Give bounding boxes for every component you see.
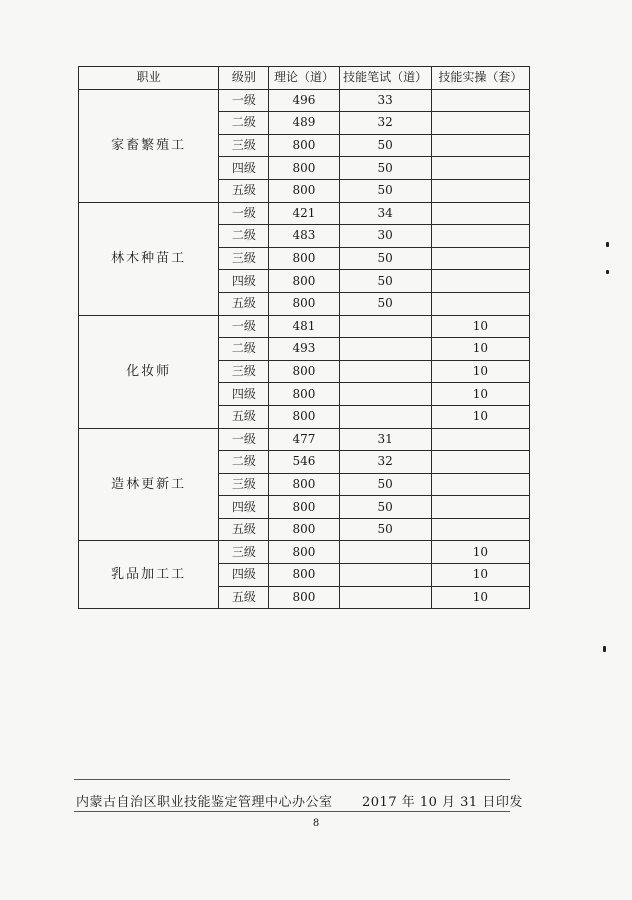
- skill-practical-cell: [431, 202, 529, 225]
- skill-written-cell: 50: [339, 179, 431, 202]
- level-cell: 三级: [219, 360, 269, 383]
- theory-cell: 800: [269, 292, 339, 315]
- skill-written-cell: [339, 541, 431, 564]
- skill-practical-cell: [431, 247, 529, 270]
- skill-written-cell: 50: [339, 292, 431, 315]
- skill-written-cell: 32: [339, 451, 431, 474]
- skill-practical-cell: [431, 112, 529, 135]
- skill-written-cell: 34: [339, 202, 431, 225]
- level-cell: 四级: [219, 383, 269, 406]
- theory-cell: 800: [269, 247, 339, 270]
- level-cell: 四级: [219, 157, 269, 180]
- level-cell: 三级: [219, 247, 269, 270]
- scan-speck: [606, 270, 609, 274]
- skill-practical-cell: [431, 451, 529, 474]
- skill-practical-cell: 10: [431, 383, 529, 406]
- table-row: [79, 428, 530, 451]
- skill-written-cell: [339, 315, 431, 338]
- occupation-cell: 乳品加工工: [79, 541, 219, 609]
- skill-practical-cell: [431, 157, 529, 180]
- skill-written-cell: [339, 586, 431, 609]
- skill-practical-cell: [431, 518, 529, 541]
- skill-practical-cell: [431, 270, 529, 293]
- skill-written-cell: 50: [339, 496, 431, 519]
- occupation-cell: 家畜繁殖工: [79, 89, 219, 202]
- skill-written-cell: 30: [339, 225, 431, 248]
- skill-written-cell: [339, 383, 431, 406]
- theory-cell: 800: [269, 134, 339, 157]
- theory-cell: 800: [269, 541, 339, 564]
- skill-written-cell: 50: [339, 157, 431, 180]
- level-cell: 二级: [219, 338, 269, 361]
- theory-cell: 489: [269, 112, 339, 135]
- level-cell: 五级: [219, 518, 269, 541]
- skill-practical-cell: [431, 428, 529, 451]
- skill-practical-cell: 10: [431, 541, 529, 564]
- table-row: [79, 202, 530, 225]
- exam-question-table: [78, 66, 530, 609]
- level-cell: 一级: [219, 202, 269, 225]
- level-cell: 一级: [219, 315, 269, 338]
- skill-written-cell: [339, 338, 431, 361]
- level-cell: 四级: [219, 270, 269, 293]
- skill-practical-cell: 10: [431, 315, 529, 338]
- theory-cell: 493: [269, 338, 339, 361]
- theory-cell: 800: [269, 270, 339, 293]
- header-skill-practical: 技能实操（套）: [431, 67, 529, 90]
- level-cell: 二级: [219, 112, 269, 135]
- footer-date: 2017 年 10 月 31 日印发: [362, 795, 523, 810]
- theory-cell: 496: [269, 89, 339, 112]
- skill-practical-cell: [431, 134, 529, 157]
- theory-cell: 800: [269, 518, 339, 541]
- skill-written-cell: [339, 360, 431, 383]
- theory-cell: 800: [269, 564, 339, 587]
- skill-practical-cell: 10: [431, 564, 529, 587]
- skill-practical-cell: [431, 292, 529, 315]
- theory-cell: 421: [269, 202, 339, 225]
- skill-written-cell: 50: [339, 247, 431, 270]
- table-body: [79, 89, 530, 609]
- theory-cell: 800: [269, 383, 339, 406]
- level-cell: 三级: [219, 134, 269, 157]
- header-level: 级别: [219, 67, 269, 90]
- skill-practical-cell: 10: [431, 586, 529, 609]
- theory-cell: 800: [269, 157, 339, 180]
- header-occupation: 职业: [79, 67, 219, 90]
- skill-practical-cell: 10: [431, 338, 529, 361]
- skill-written-cell: 33: [339, 89, 431, 112]
- level-cell: 五级: [219, 405, 269, 428]
- theory-cell: 800: [269, 496, 339, 519]
- table-header-row: [79, 67, 530, 90]
- theory-cell: 800: [269, 360, 339, 383]
- theory-cell: 800: [269, 586, 339, 609]
- level-cell: 四级: [219, 564, 269, 587]
- occupation-cell: 林木种苗工: [79, 202, 219, 315]
- skill-written-cell: 50: [339, 473, 431, 496]
- skill-practical-cell: 10: [431, 405, 529, 428]
- skill-practical-cell: 10: [431, 360, 529, 383]
- skill-written-cell: 50: [339, 518, 431, 541]
- theory-cell: 800: [269, 405, 339, 428]
- level-cell: 二级: [219, 451, 269, 474]
- theory-cell: 481: [269, 315, 339, 338]
- level-cell: 一级: [219, 89, 269, 112]
- page-number: 8: [312, 818, 320, 829]
- theory-cell: 546: [269, 451, 339, 474]
- skill-written-cell: 50: [339, 270, 431, 293]
- level-cell: 三级: [219, 473, 269, 496]
- table-row: [79, 89, 530, 112]
- level-cell: 五级: [219, 179, 269, 202]
- skill-written-cell: [339, 564, 431, 587]
- occupation-cell: 化妆师: [79, 315, 219, 428]
- level-cell: 五级: [219, 586, 269, 609]
- skill-written-cell: 31: [339, 428, 431, 451]
- skill-written-cell: 50: [339, 134, 431, 157]
- theory-cell: 800: [269, 473, 339, 496]
- skill-written-cell: [339, 405, 431, 428]
- skill-practical-cell: [431, 225, 529, 248]
- footer-bottom-rule: [74, 811, 510, 812]
- header-skill-written: 技能笔试（道）: [339, 67, 431, 90]
- level-cell: 三级: [219, 541, 269, 564]
- level-cell: 四级: [219, 496, 269, 519]
- theory-cell: 800: [269, 179, 339, 202]
- skill-practical-cell: [431, 496, 529, 519]
- scan-speck: [603, 646, 606, 652]
- table-row: [79, 315, 530, 338]
- level-cell: 一级: [219, 428, 269, 451]
- theory-cell: 483: [269, 225, 339, 248]
- skill-practical-cell: [431, 473, 529, 496]
- skill-written-cell: 32: [339, 112, 431, 135]
- occupation-cell: 造林更新工: [79, 428, 219, 541]
- level-cell: 五级: [219, 292, 269, 315]
- level-cell: 二级: [219, 225, 269, 248]
- skill-practical-cell: [431, 89, 529, 112]
- footer-top-rule: [74, 779, 510, 780]
- footer-issuer: 内蒙古自治区职业技能鉴定管理中心办公室: [76, 795, 333, 810]
- scan-speck: [606, 242, 609, 247]
- header-theory: 理论（道）: [269, 67, 339, 90]
- theory-cell: 477: [269, 428, 339, 451]
- table-row: [79, 541, 530, 564]
- skill-practical-cell: [431, 179, 529, 202]
